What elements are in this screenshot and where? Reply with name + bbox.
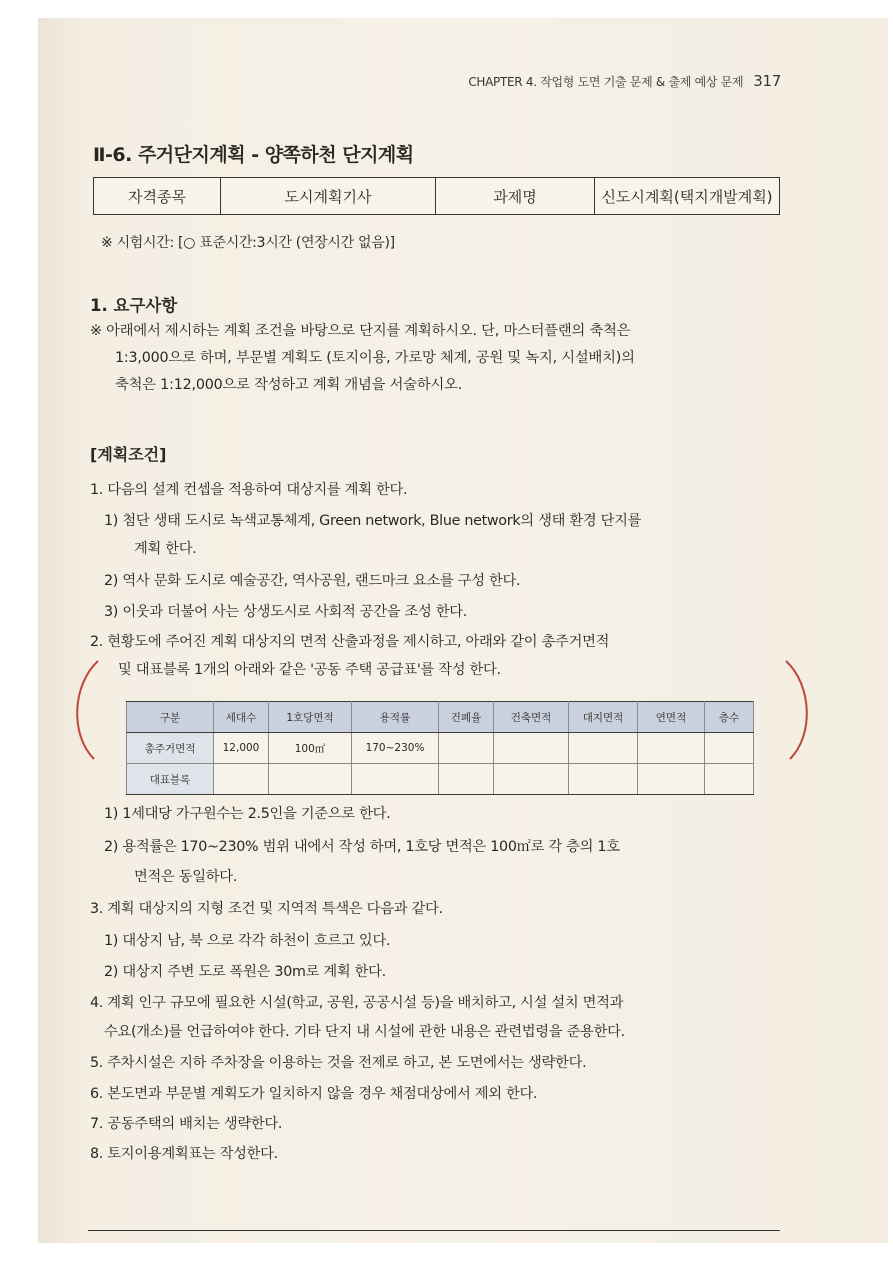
column-header: 용적률 xyxy=(352,702,439,733)
running-header xyxy=(468,72,781,90)
table-row xyxy=(127,764,754,795)
column-header: 건축면적 xyxy=(494,702,569,733)
condition-line: 1) 1세대당 가구원수는 2.5인을 기준으로 한다. xyxy=(104,806,391,822)
chapter-title: CHAPTER 4. 작업형 도면 기출 문제 & 출제 예상 문제 xyxy=(468,75,744,89)
exam-info-table xyxy=(93,177,780,215)
condition-line: 2) 용적률은 170~230% 범위 내에서 작성 하며, 1호당 면적은 100㎡로 각 층의 1호 xyxy=(104,839,620,855)
subject-value: 신도시계획(택지개발계획) xyxy=(595,178,780,215)
column-header: 연면적 xyxy=(638,702,705,733)
table-cell xyxy=(705,733,754,764)
condition-line: 7. 공동주택의 배치는 생략한다. xyxy=(90,1116,283,1132)
condition-line: 계획 한다. xyxy=(134,541,197,557)
conditions-heading: [계획조건] xyxy=(90,445,167,464)
table-header-row xyxy=(127,702,754,733)
table-cell xyxy=(494,764,569,795)
condition-line: 3. 계획 대상지의 지형 조건 및 지역적 특색은 다음과 같다. xyxy=(90,901,443,917)
qualification-value: 도시계획기사 xyxy=(221,178,436,215)
column-header: 건폐율 xyxy=(439,702,494,733)
column-header: 1호당면적 xyxy=(269,702,352,733)
table-cell xyxy=(439,764,494,795)
requirements-line: ※ 아래에서 제시하는 계획 조건을 바탕으로 단지를 계획하시오. 단, 마스터플랜의 축척은 xyxy=(90,323,631,339)
table-cell: 대표블록 xyxy=(127,764,214,795)
condition-line: 2) 역사 문화 도시로 예술공간, 역사공원, 랜드마크 요소를 구성 한다. xyxy=(104,573,521,589)
column-header: 층수 xyxy=(705,702,754,733)
requirements-heading: 1. 요구사항 xyxy=(90,296,178,315)
housing-supply-table xyxy=(126,701,754,795)
condition-line: 5. 주차시설은 지하 주차장을 이용하는 것을 전제로 하고, 본 도면에서는 생략한다. xyxy=(90,1055,587,1071)
exam-time-note: ※ 시험시간: [○ 표준시간:3시간 (연장시간 없음)] xyxy=(101,235,395,251)
label-qualification: 자격종목 xyxy=(94,178,221,215)
pen-bracket-left-icon xyxy=(66,655,106,765)
table-cell: 총주거면적 xyxy=(127,733,214,764)
pen-bracket-right-icon xyxy=(778,655,818,765)
condition-line: 2. 현황도에 주어진 계획 대상지의 면적 산출과정을 제시하고, 아래와 같이 총주거면적 xyxy=(90,634,610,650)
footer-rule xyxy=(88,1230,780,1231)
requirements-paragraph xyxy=(90,318,780,399)
table-cell xyxy=(269,764,352,795)
table-cell: 170~230% xyxy=(352,733,439,764)
table-cell xyxy=(214,764,269,795)
table-cell xyxy=(638,733,705,764)
condition-line: 4. 계획 인구 규모에 필요한 시설(학교, 공원, 공공시설 등)을 배치하고, 시설 설치 면적과 xyxy=(90,995,624,1011)
section-title: Ⅱ-6. 주거단지계획 - 양쪽하천 단지계획 xyxy=(93,144,414,166)
requirements-line: 축척은 1:12,000으로 작성하고 계획 개념을 서술하시오. xyxy=(115,377,463,393)
condition-line: 1. 다음의 설계 컨셉을 적용하여 대상지를 계획 한다. xyxy=(90,482,408,498)
condition-line: 면적은 동일하다. xyxy=(134,869,238,885)
column-header: 세대수 xyxy=(214,702,269,733)
condition-line: 수요(개소)를 언급하여야 한다. 기타 단지 내 시설에 관한 내용은 관련법령을 준용한다. xyxy=(104,1024,625,1040)
table-cell xyxy=(439,733,494,764)
table-cell xyxy=(352,764,439,795)
table-cell: 100㎡ xyxy=(269,733,352,764)
table-cell xyxy=(705,764,754,795)
condition-line: 2) 대상지 주변 도로 폭원은 30m로 계획 한다. xyxy=(104,964,386,980)
column-header: 구분 xyxy=(127,702,214,733)
condition-line: 8. 토지이용계획표는 작성한다. xyxy=(90,1146,278,1162)
requirements-line: 1:3,000으로 하며, 부문별 계획도 (토지이용, 가로망 체계, 공원 및 녹지, 시설배치)의 xyxy=(115,350,635,366)
condition-line: 1) 대상지 남, 북 으로 각각 하천이 흐르고 있다. xyxy=(104,933,391,949)
table-cell xyxy=(638,764,705,795)
table-cell: 12,000 xyxy=(214,733,269,764)
condition-line: 6. 본도면과 부문별 계획도가 일치하지 않을 경우 채점대상에서 제외 한다. xyxy=(90,1086,538,1102)
page-number: 317 xyxy=(753,72,781,90)
label-subject: 과제명 xyxy=(436,178,595,215)
table-row xyxy=(127,733,754,764)
condition-line: 1) 첨단 생태 도시로 녹색교통체계, Green network, Blue network의 생태 환경 단지를 xyxy=(104,513,642,529)
condition-line: 및 대표블록 1개의 아래와 같은 '공동 주택 공급표'를 작성 한다. xyxy=(118,662,501,678)
table-cell xyxy=(569,733,638,764)
table-cell xyxy=(494,733,569,764)
table-cell xyxy=(569,764,638,795)
condition-line: 3) 이웃과 더불어 사는 상생도시로 사회적 공간을 조성 한다. xyxy=(104,604,468,620)
column-header: 대지면적 xyxy=(569,702,638,733)
